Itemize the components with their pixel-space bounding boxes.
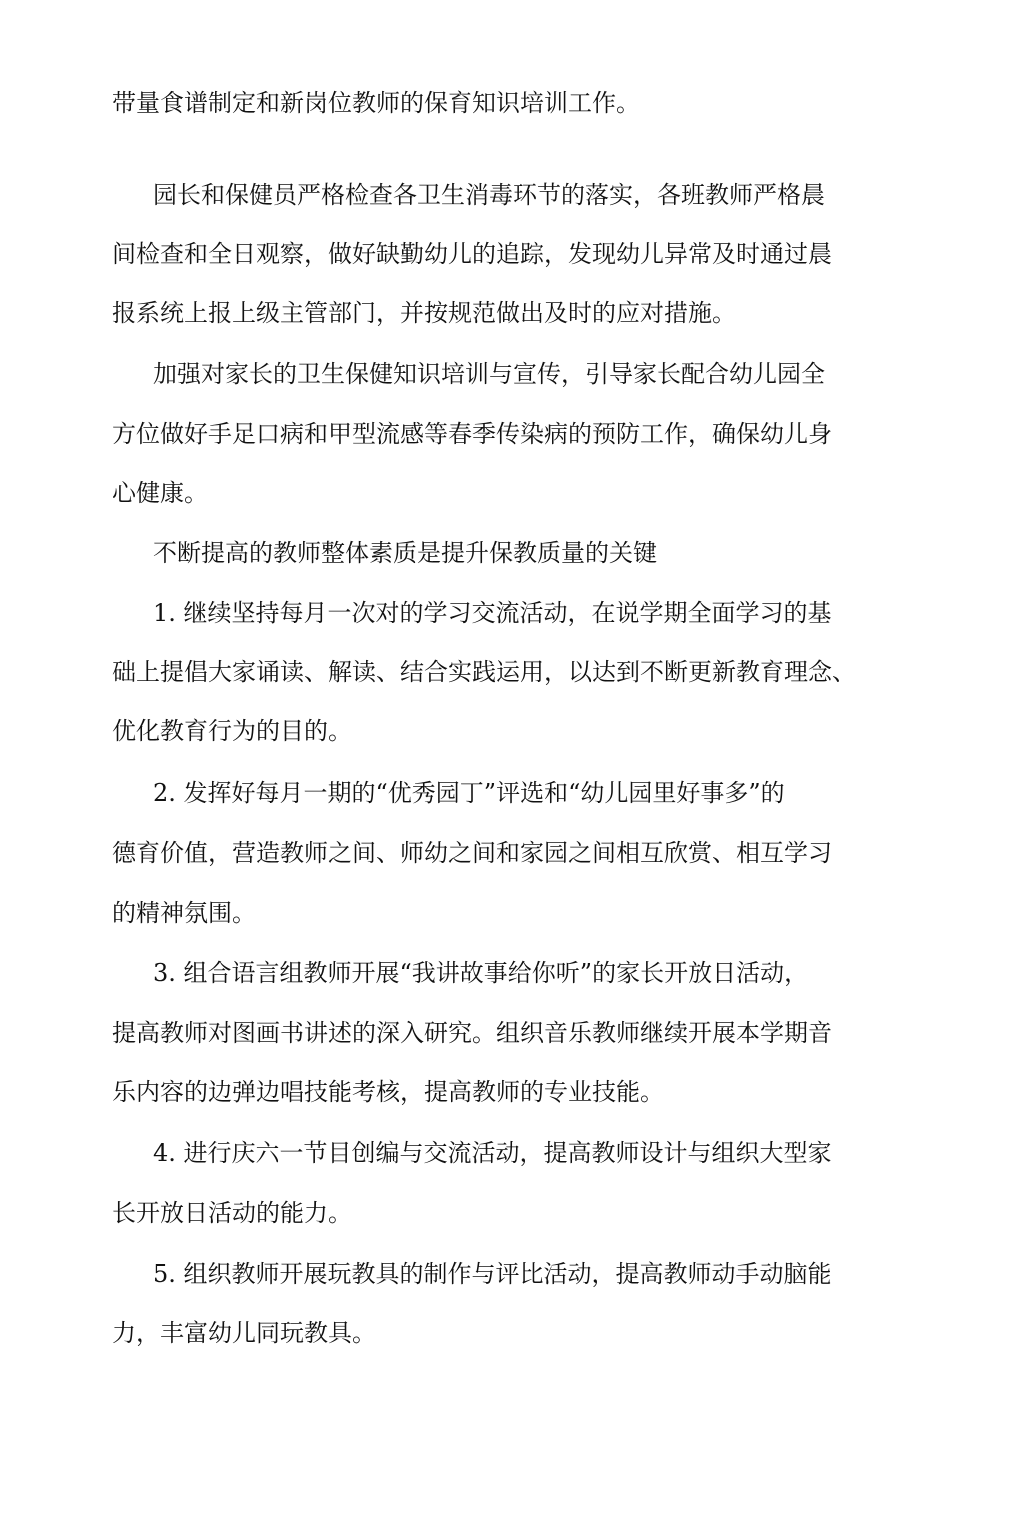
text-line: 力，丰富幼儿同玩教具。 xyxy=(112,1319,376,1347)
text-line: 带量食谱制定和新岗位教师的保育知识培训工作。 xyxy=(112,89,640,117)
text-line: 4. 进行庆六一节目创编与交流活动，提高教师设计与组织大型家 xyxy=(153,1139,832,1167)
text-line: 础上提倡大家诵读、解读、结合实践运用，以达到不断更新教育理念、 xyxy=(112,658,856,686)
text-line: 方位做好手足口病和甲型流感等春季传染病的预防工作，确保幼儿身 xyxy=(112,420,832,448)
text-line: 报系统上报上级主管部门，并按规范做出及时的应对措施。 xyxy=(112,299,736,327)
text-line: 1. 继续坚持每月一次对的学习交流活动，在说学期全面学习的基 xyxy=(153,599,832,627)
text-line: 优化教育行为的目的。 xyxy=(112,717,352,745)
text-line: 不断提高的教师整体素质是提升保教质量的关键 xyxy=(153,539,657,567)
text-line: 间检查和全日观察，做好缺勤幼儿的追踪，发现幼儿异常及时通过晨 xyxy=(112,240,832,268)
text-line: 提高教师对图画书讲述的深入研究。组织音乐教师继续开展本学期音 xyxy=(112,1019,832,1047)
text-line: 的精神氛围。 xyxy=(112,899,256,927)
text-line: 园长和保健员严格检查各卫生消毒环节的落实，各班教师严格晨 xyxy=(153,181,825,209)
text-line: 长开放日活动的能力。 xyxy=(112,1199,352,1227)
text-line: 5. 组织教师开展玩教具的制作与评比活动，提高教师动手动脑能 xyxy=(153,1260,832,1288)
text-line: 心健康。 xyxy=(112,479,208,507)
text-line: 乐内容的边弹边唱技能考核，提高教师的专业技能。 xyxy=(112,1078,664,1106)
text-line: 2. 发挥好每月一期的“优秀园丁”评选和“幼儿园里好事多”的 xyxy=(153,779,785,807)
text-line: 加强对家长的卫生保健知识培训与宣传，引导家长配合幼儿园全 xyxy=(153,360,825,388)
text-line: 德育价值，营造教师之间、师幼之间和家园之间相互欣赏、相互学习 xyxy=(112,839,832,867)
text-line: 3. 组合语言组教师开展“我讲故事给你听”的家长开放日活动， xyxy=(153,959,809,987)
